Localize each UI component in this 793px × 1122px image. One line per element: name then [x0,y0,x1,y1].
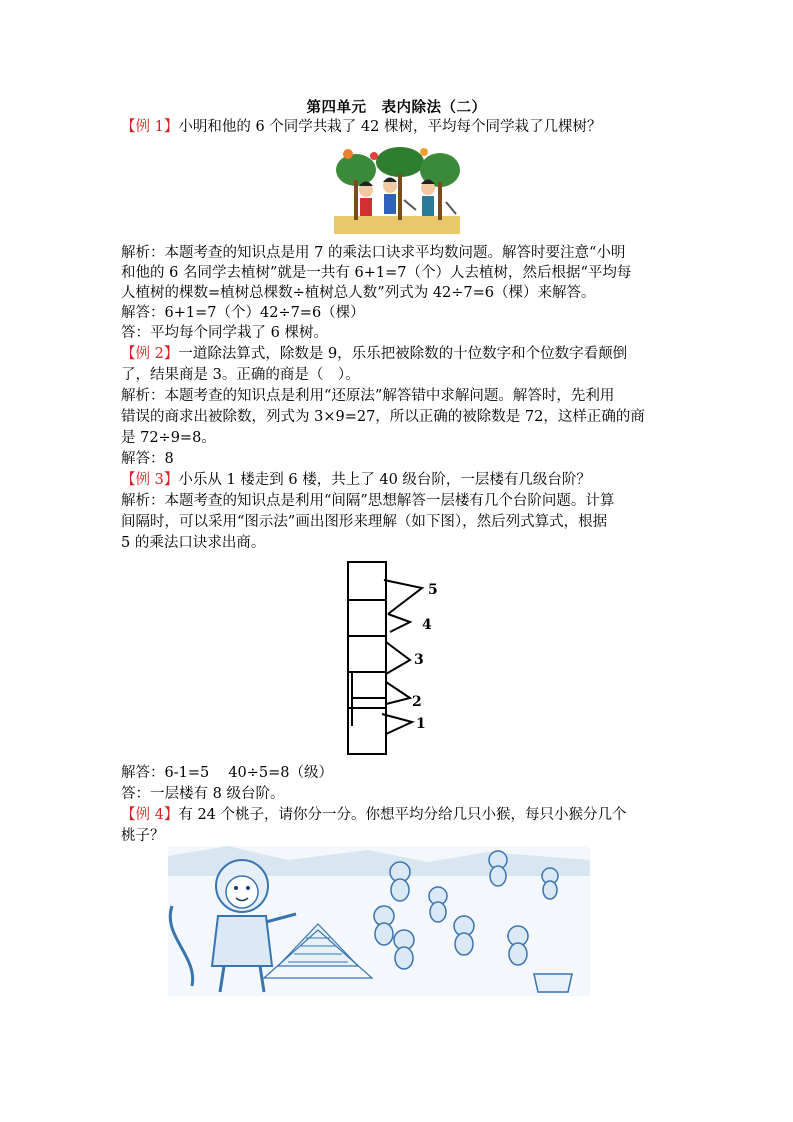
example-1-analysis-line-2: 和他的 6 名同学去植树”就是一共有 6+1=7（个）人去植树，然后根据“平均每 [121,265,632,281]
diagram-label-3: 3 [414,652,424,668]
example-3-question [121,471,681,490]
example-3-answer: 答：一层楼有 8 级台阶。 [121,786,285,802]
example-3-analysis-line-3: 5 的乘法口诀求出商。 [121,535,266,551]
example-2-analysis-line-3: 是 72÷9=8。 [121,430,216,446]
example-3-solution: 解答：6-1=5 40÷5=8（级） [121,765,334,781]
example-3-tag: 【例 3】 [121,472,179,488]
diagram-label-5: 5 [428,582,438,598]
example-1-analysis-line-1: 解析：本题考查的知识点是用 7 的乘法口诀求平均数问题。解答时要注意“小明 [121,245,626,261]
example-4-question-text: 有 24 个桃子，请你分一分。你想平均分给几只小猴，每只小猴分几个 [178,807,627,823]
example-1-analysis-line-3: 人植树的棵数=植树总棵数÷植树总人数”列式为 42÷7=6（棵）来解答。 [121,285,596,301]
example-2-question-line-2: 了，结果商是 3。正确的商是（ ）。 [121,367,360,383]
monkeys-and-peaches-illustration [168,846,590,996]
example-4-question-line-1 [121,806,681,825]
example-2-tag: 【例 2】 [121,346,179,362]
example-2-solution: 解答：8 [121,451,174,467]
example-4-tag: 【例 4】 [121,807,179,823]
example-4-question-line-2: 桃子？ [121,828,165,844]
example-2-question-text: 一道除法算式，除数是 9，乐乐把被除数的十位数字和个位数字看颠倒 [178,346,628,362]
diagram-label-1: 1 [416,716,426,732]
example-1-answer: 答：平均每个同学栽了 6 棵树。 [121,325,328,341]
example-3-question-text: 小乐从 1 楼走到 6 楼，共上了 40 级台阶，一层楼有几级台阶？ [178,472,591,488]
example-2-analysis-line-2: 错误的商求出被除数，列式为 3×9=27，所以正确的被除数是 72，这样正确的商 [121,409,645,425]
example-3-analysis-line-1: 解析：本题考查的知识点是利用“间隔”思想解答一层楼有几个台阶问题。计算 [121,493,615,509]
building-outline [348,562,386,754]
example-2-analysis-line-1: 解析：本题考查的知识点是利用“还原法”解答错中求解问题。解答时，先利用 [121,388,615,404]
stairs-interval-diagram [340,558,450,758]
page-title: 第四单元 表内除法（二） [306,99,487,116]
example-2-question-line-1 [121,345,681,364]
example-1-question [121,118,681,137]
children-planting-trees-illustration [334,146,460,234]
example-3-analysis-line-2: 间隔时，可以采用“图示法”画出图形来理解（如下图），然后列式算式，根据 [121,514,608,530]
example-1-solution: 解答：6+1=7（个）42÷7=6（棵） [121,305,365,321]
diagram-label-2: 2 [412,694,422,710]
example-1-question-text: 小明和他的 6 个同学共栽了 42 棵树，平均每个同学栽了几棵树？ [178,119,602,135]
diagram-label-4: 4 [422,617,432,633]
example-1-tag: 【例 1】 [121,119,179,135]
